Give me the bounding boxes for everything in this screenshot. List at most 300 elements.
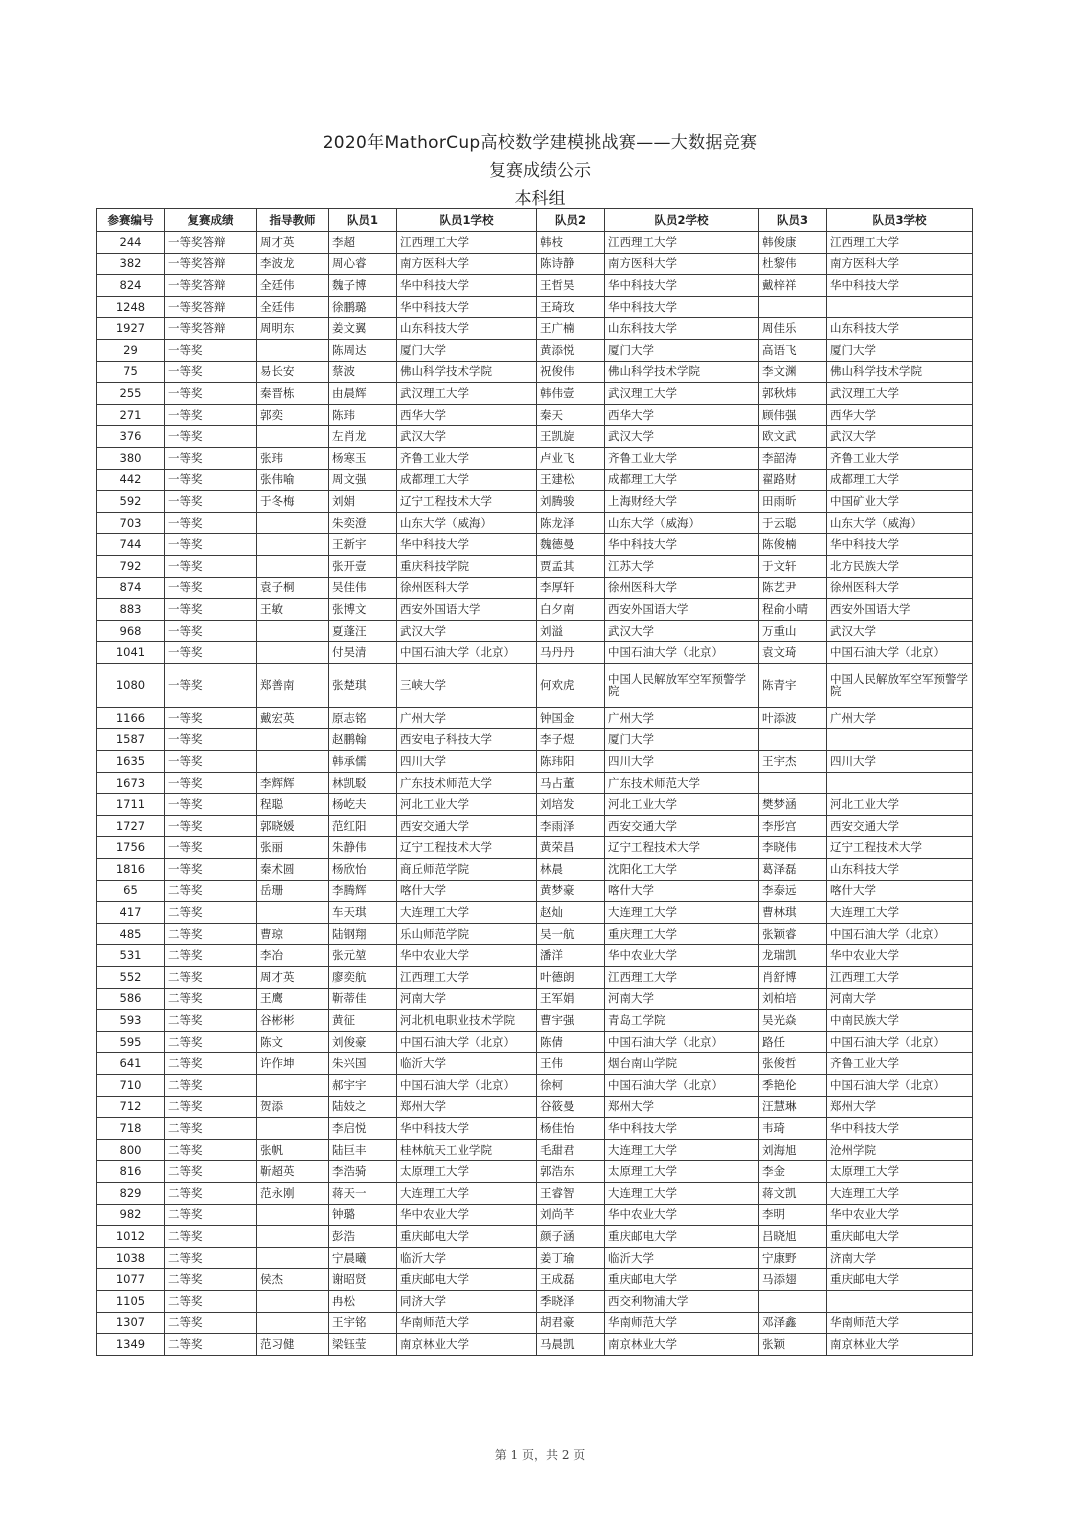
table-cell: 一等奖: [165, 512, 257, 534]
table-cell: 徐州医科大学: [827, 577, 973, 599]
table-cell: 703: [97, 512, 165, 534]
table-cell: 肖舒博: [759, 967, 827, 989]
table-cell: 西安电子科技大学: [397, 729, 537, 751]
table-cell: 广州大学: [397, 707, 537, 729]
table-row: [97, 1226, 973, 1248]
table-cell: 河南大学: [605, 988, 759, 1010]
table-cell: 一等奖答辩: [165, 253, 257, 275]
table-cell: 大连理工大学: [827, 902, 973, 924]
table-cell: 太原理工大学: [827, 1161, 973, 1183]
table-cell: 一等奖: [165, 642, 257, 664]
table-cell: 一等奖: [165, 815, 257, 837]
table-row: [97, 837, 973, 859]
table-cell: 范习健: [257, 1334, 329, 1356]
table-cell: 陈青宇: [759, 663, 827, 707]
table-cell: 杨寒玉: [329, 447, 397, 469]
table-cell: 王伟: [537, 1053, 605, 1075]
table-cell: 李金: [759, 1161, 827, 1183]
table-cell: 刘柏培: [759, 988, 827, 1010]
table-cell: 南京林业大学: [397, 1334, 537, 1356]
table-cell: 江西理工大学: [605, 232, 759, 254]
table-cell: 中国石油大学（北京）: [397, 1031, 537, 1053]
table-cell: 于云聪: [759, 512, 827, 534]
table-cell: 厦门大学: [605, 729, 759, 751]
table-cell: 王宇杰: [759, 751, 827, 773]
table-cell: 王凯旋: [537, 426, 605, 448]
table-cell: 谢昭贤: [329, 1269, 397, 1291]
table-cell: 山东大学（威海）: [397, 512, 537, 534]
header-cell: 队员2: [537, 209, 605, 232]
table-cell: 718: [97, 1118, 165, 1140]
table-cell: 华中科技大学: [827, 275, 973, 297]
table-cell: 重庆邮电大学: [397, 1269, 537, 1291]
table-cell: 辽宁工程技术大学: [397, 837, 537, 859]
table-cell: 中国石油大学（北京）: [397, 1074, 537, 1096]
table-cell: 临沂大学: [605, 1247, 759, 1269]
table-cell: [257, 751, 329, 773]
table-cell: 641: [97, 1053, 165, 1075]
table-cell: 一等奖: [165, 339, 257, 361]
table-cell: 二等奖: [165, 1290, 257, 1312]
table-cell: 二等奖: [165, 880, 257, 902]
table-cell: 钟璐: [329, 1204, 397, 1226]
table-cell: 谷彬彬: [257, 1010, 329, 1032]
table-row: [97, 1182, 973, 1204]
table-cell: 郝宇宇: [329, 1074, 397, 1096]
table-cell: 武汉大学: [827, 426, 973, 448]
table-cell: 武汉大学: [605, 426, 759, 448]
table-cell: 杜黎伟: [759, 253, 827, 275]
table-cell: 华中农业大学: [605, 1204, 759, 1226]
table-cell: 大连理工大学: [397, 1182, 537, 1204]
table-cell: 重庆邮电大学: [605, 1226, 759, 1248]
table-cell: 75: [97, 361, 165, 383]
table-cell: 二等奖: [165, 988, 257, 1010]
table-cell: 张俊哲: [759, 1053, 827, 1075]
table-cell: 王新宇: [329, 534, 397, 556]
table-cell: 李厚轩: [537, 577, 605, 599]
table-cell: 二等奖: [165, 923, 257, 945]
table-cell: 厦门大学: [397, 339, 537, 361]
table-cell: 佛山科学技术学院: [605, 361, 759, 383]
table-cell: 卢业飞: [537, 447, 605, 469]
table-cell: [257, 642, 329, 664]
table-cell: 一等奖: [165, 383, 257, 405]
table-cell: 杨欣怡: [329, 859, 397, 881]
table-cell: 华南师范大学: [605, 1312, 759, 1334]
table-cell: 翟路财: [759, 469, 827, 491]
table-cell: 712: [97, 1096, 165, 1118]
table-cell: 重庆邮电大学: [397, 1226, 537, 1248]
table-cell: 二等奖: [165, 1312, 257, 1334]
table-cell: 河北机电职业技术学院: [397, 1010, 537, 1032]
table-row: [97, 794, 973, 816]
table-cell: [827, 729, 973, 751]
table-row: [97, 1031, 973, 1053]
table-cell: 一等奖: [165, 555, 257, 577]
table-cell: 周心睿: [329, 253, 397, 275]
table-cell: 刘海旭: [759, 1139, 827, 1161]
table-cell: 重庆邮电大学: [605, 1269, 759, 1291]
table-cell: 周明东: [257, 318, 329, 340]
table-cell: 胡君豪: [537, 1312, 605, 1334]
table-row: [97, 555, 973, 577]
table-cell: 刘培发: [537, 794, 605, 816]
table-cell: 武汉大学: [827, 620, 973, 642]
table-row: [97, 923, 973, 945]
table-cell: 二等奖: [165, 1118, 257, 1140]
table-cell: 王广楠: [537, 318, 605, 340]
table-cell: 西安交通大学: [397, 815, 537, 837]
table-cell: 800: [97, 1139, 165, 1161]
table-cell: [257, 555, 329, 577]
table-cell: 祝俊伟: [537, 361, 605, 383]
table-cell: 中国石油大学（北京）: [827, 1074, 973, 1096]
header-cell: 队员1: [329, 209, 397, 232]
table-cell: 485: [97, 923, 165, 945]
table-row: [97, 275, 973, 297]
table-row: [97, 663, 973, 707]
table-cell: 376: [97, 426, 165, 448]
table-cell: 华中农业大学: [397, 1204, 537, 1226]
table-cell: 郭秋炜: [759, 383, 827, 405]
table-cell: [257, 512, 329, 534]
table-cell: 883: [97, 599, 165, 621]
table-cell: 王琦玫: [537, 296, 605, 318]
table-row: [97, 1269, 973, 1291]
table-cell: 白夕南: [537, 599, 605, 621]
table-cell: 顾伟强: [759, 404, 827, 426]
table-cell: 829: [97, 1182, 165, 1204]
table-cell: 姜文翼: [329, 318, 397, 340]
table-cell: 张颖: [759, 1334, 827, 1356]
table-cell: 1727: [97, 815, 165, 837]
table-cell: 陈周达: [329, 339, 397, 361]
table-cell: 968: [97, 620, 165, 642]
table-cell: 王宇铭: [329, 1312, 397, 1334]
table-cell: 大连理工大学: [605, 1139, 759, 1161]
table-cell: 付昊清: [329, 642, 397, 664]
table-cell: 1307: [97, 1312, 165, 1334]
table-cell: 南方医科大学: [397, 253, 537, 275]
table-cell: 重庆邮电大学: [827, 1226, 973, 1248]
table-cell: 李冶: [257, 945, 329, 967]
table-cell: 同济大学: [397, 1290, 537, 1312]
table-cell: 南方医科大学: [605, 253, 759, 275]
table-cell: 592: [97, 491, 165, 513]
table-cell: 范红阳: [329, 815, 397, 837]
table-row: [97, 1139, 973, 1161]
table-cell: 梁钰莹: [329, 1334, 397, 1356]
table-cell: 周才英: [257, 232, 329, 254]
table-cell: 一等奖: [165, 404, 257, 426]
table-cell: 周佳乐: [759, 318, 827, 340]
table-cell: 齐鲁工业大学: [827, 1053, 973, 1075]
table-cell: 易长安: [257, 361, 329, 383]
table-cell: 宁晨曦: [329, 1247, 397, 1269]
table-cell: 陈文: [257, 1031, 329, 1053]
table-cell: 杨佳怡: [537, 1118, 605, 1140]
table-cell: 龙瑞凯: [759, 945, 827, 967]
table-cell: 高语飞: [759, 339, 827, 361]
table-cell: 大连理工大学: [605, 902, 759, 924]
table-cell: 冉松: [329, 1290, 397, 1312]
table-cell: 喀什大学: [605, 880, 759, 902]
table-cell: 叶德朗: [537, 967, 605, 989]
table-cell: [257, 1290, 329, 1312]
table-cell: 一等奖: [165, 577, 257, 599]
table-cell: 西交利物浦大学: [605, 1290, 759, 1312]
table-row: [97, 253, 973, 275]
table-row: [97, 1118, 973, 1140]
table-cell: 二等奖: [165, 1053, 257, 1075]
table-cell: 华中科技大学: [827, 1118, 973, 1140]
table-cell: 秦晋栋: [257, 383, 329, 405]
table-cell: 马晨凯: [537, 1334, 605, 1356]
table-cell: 范永刚: [257, 1182, 329, 1204]
table-cell: 韩伟壹: [537, 383, 605, 405]
table-cell: 华中科技大学: [605, 534, 759, 556]
table-cell: 毛甜君: [537, 1139, 605, 1161]
table-cell: 刘尚芊: [537, 1204, 605, 1226]
table-cell: 颜子涵: [537, 1226, 605, 1248]
table-cell: 韩枝: [537, 232, 605, 254]
table-cell: 许作坤: [257, 1053, 329, 1075]
table-cell: 重庆邮电大学: [827, 1269, 973, 1291]
table-row: [97, 1010, 973, 1032]
table-cell: 路任: [759, 1031, 827, 1053]
table-cell: 戴宏英: [257, 707, 329, 729]
table-cell: 万重山: [759, 620, 827, 642]
table-row: [97, 447, 973, 469]
header-cell: 队员2学校: [605, 209, 759, 232]
table-cell: 刘娟: [329, 491, 397, 513]
table-cell: 重庆科技学院: [397, 555, 537, 577]
table-row: [97, 577, 973, 599]
table-cell: 吴光焱: [759, 1010, 827, 1032]
table-cell: 喀什大学: [827, 880, 973, 902]
table-cell: 华中科技大学: [397, 534, 537, 556]
table-cell: 季艳伦: [759, 1074, 827, 1096]
table-cell: 二等奖: [165, 1074, 257, 1096]
table-cell: 张开壹: [329, 555, 397, 577]
table-cell: [257, 339, 329, 361]
table-cell: 西华大学: [397, 404, 537, 426]
table-cell: 李晓伟: [759, 837, 827, 859]
group-label: 本科组: [514, 189, 566, 209]
header-cell: 队员3学校: [827, 209, 973, 232]
table-cell: 1105: [97, 1290, 165, 1312]
table-cell: 戴梓祥: [759, 275, 827, 297]
table-cell: 由晨辉: [329, 383, 397, 405]
table-cell: 382: [97, 253, 165, 275]
table-cell: 成都理工大学: [397, 469, 537, 491]
table-row: [97, 815, 973, 837]
table-cell: 上海财经大学: [605, 491, 759, 513]
table-cell: 中国石油大学（北京）: [397, 642, 537, 664]
table-cell: 张玮: [257, 447, 329, 469]
table-cell: 潘洋: [537, 945, 605, 967]
table-cell: 欧文武: [759, 426, 827, 448]
table-cell: 朱静伟: [329, 837, 397, 859]
table-cell: 李腾辉: [329, 880, 397, 902]
header-cell: 指导教师: [257, 209, 329, 232]
table-row: [97, 1204, 973, 1226]
table-cell: 中国石油大学（北京）: [605, 1031, 759, 1053]
table-cell: 烟台南山学院: [605, 1053, 759, 1075]
table-cell: 1349: [97, 1334, 165, 1356]
table-cell: 华中科技大学: [397, 1118, 537, 1140]
table-cell: 黄荣昌: [537, 837, 605, 859]
table-cell: 葛泽磊: [759, 859, 827, 881]
table-cell: 廖奕航: [329, 967, 397, 989]
table-cell: 成都理工大学: [605, 469, 759, 491]
table-cell: 陈倩: [537, 1031, 605, 1053]
table-cell: 二等奖: [165, 1247, 257, 1269]
table-cell: 李韶涛: [759, 447, 827, 469]
table-cell: 黄梦豪: [537, 880, 605, 902]
table-cell: 一等奖: [165, 729, 257, 751]
results-table: [96, 208, 973, 1356]
table-cell: 南京林业大学: [605, 1334, 759, 1356]
table-cell: 沈阳化工大学: [605, 859, 759, 881]
table-cell: 李波龙: [257, 253, 329, 275]
table-cell: 临沂大学: [397, 1053, 537, 1075]
table-cell: 李启悦: [329, 1118, 397, 1140]
table-row: [97, 361, 973, 383]
table-cell: 1673: [97, 772, 165, 794]
table-cell: 喀什大学: [397, 880, 537, 902]
table-cell: 744: [97, 534, 165, 556]
table-row: [97, 1161, 973, 1183]
table-cell: 244: [97, 232, 165, 254]
table-cell: 宁康野: [759, 1247, 827, 1269]
table-row: [97, 1290, 973, 1312]
table-cell: 袁文琦: [759, 642, 827, 664]
table-cell: 厦门大学: [827, 339, 973, 361]
table-row: [97, 729, 973, 751]
table-cell: 齐鲁工业大学: [605, 447, 759, 469]
table-cell: 李子煜: [537, 729, 605, 751]
table-cell: 中国石油大学（北京）: [827, 1031, 973, 1053]
table-row: [97, 902, 973, 924]
table-cell: 华中科技大学: [827, 534, 973, 556]
table-cell: 林凯駁: [329, 772, 397, 794]
table-cell: 田雨昕: [759, 491, 827, 513]
table-cell: 吴一航: [537, 923, 605, 945]
table-cell: 朱兴国: [329, 1053, 397, 1075]
page-footer: 第 1 页，共 2 页: [494, 1448, 586, 1462]
table-cell: 全廷伟: [257, 296, 329, 318]
table-cell: 武汉理工大学: [605, 383, 759, 405]
table-cell: 1012: [97, 1226, 165, 1248]
table-cell: 张丽: [257, 837, 329, 859]
table-cell: 左肖龙: [329, 426, 397, 448]
table-cell: 中国石油大学（北京）: [605, 1074, 759, 1096]
table-cell: 江西理工大学: [605, 967, 759, 989]
table-cell: 曹宇强: [537, 1010, 605, 1032]
table-cell: 江苏大学: [605, 555, 759, 577]
table-cell: 桂林航天工业学院: [397, 1139, 537, 1161]
table-cell: 赵鹏翰: [329, 729, 397, 751]
table-cell: 王哲昊: [537, 275, 605, 297]
table-cell: 曹林琪: [759, 902, 827, 924]
table-cell: 张伟喻: [257, 469, 329, 491]
table-cell: 济南大学: [827, 1247, 973, 1269]
table-cell: 二等奖: [165, 967, 257, 989]
table-cell: 二等奖: [165, 1139, 257, 1161]
table-cell: 824: [97, 275, 165, 297]
table-cell: 彭浩: [329, 1226, 397, 1248]
table-cell: 一等奖: [165, 599, 257, 621]
table-cell: 侯杰: [257, 1269, 329, 1291]
table-cell: 二等奖: [165, 1334, 257, 1356]
table-cell: [257, 1247, 329, 1269]
table-cell: 1635: [97, 751, 165, 773]
table-cell: 531: [97, 945, 165, 967]
table-cell: 张元堃: [329, 945, 397, 967]
table-cell: 西华大学: [605, 404, 759, 426]
table-cell: 中国矿业大学: [827, 491, 973, 513]
table-cell: 周才英: [257, 967, 329, 989]
table-cell: 徐柯: [537, 1074, 605, 1096]
table-cell: 武汉大学: [397, 426, 537, 448]
table-cell: [257, 729, 329, 751]
table-cell: 1041: [97, 642, 165, 664]
table-cell: 徐鹏璐: [329, 296, 397, 318]
table-cell: 李浩骑: [329, 1161, 397, 1183]
table-cell: 江西理工大学: [827, 967, 973, 989]
table-cell: 一等奖: [165, 447, 257, 469]
table-cell: 一等奖: [165, 772, 257, 794]
table-cell: 蔡波: [329, 361, 397, 383]
table-cell: 29: [97, 339, 165, 361]
table-cell: 王敏: [257, 599, 329, 621]
table-cell: 65: [97, 880, 165, 902]
table-cell: [827, 1290, 973, 1312]
table-cell: 山东科技大学: [827, 859, 973, 881]
table-cell: 刘俊豪: [329, 1031, 397, 1053]
table-cell: 陆巨丰: [329, 1139, 397, 1161]
table-row: [97, 751, 973, 773]
table-row: [97, 988, 973, 1010]
table-cell: 李明: [759, 1204, 827, 1226]
table-cell: 武汉理工大学: [397, 383, 537, 405]
table-cell: 西安外国语大学: [397, 599, 537, 621]
table-cell: 赵灿: [537, 902, 605, 924]
table-cell: 马添翅: [759, 1269, 827, 1291]
table-row: [97, 599, 973, 621]
table-cell: 1077: [97, 1269, 165, 1291]
table-cell: 魏德曼: [537, 534, 605, 556]
page-subtitle: 复赛成绩公示: [489, 161, 591, 181]
table-cell: 陈龙泽: [537, 512, 605, 534]
table-row: [97, 642, 973, 664]
table-body: [97, 232, 973, 1356]
table-cell: 二等奖: [165, 1161, 257, 1183]
table-cell: 周文强: [329, 469, 397, 491]
table-cell: 二等奖: [165, 945, 257, 967]
table-cell: 广州大学: [827, 707, 973, 729]
table-cell: 华中科技大学: [605, 296, 759, 318]
table-cell: 中国石油大学（北京）: [605, 642, 759, 664]
table-cell: 一等奖: [165, 426, 257, 448]
table-cell: 樊梦涵: [759, 794, 827, 816]
table-cell: 秦天: [537, 404, 605, 426]
table-cell: 417: [97, 902, 165, 924]
table-cell: 255: [97, 383, 165, 405]
table-cell: [257, 534, 329, 556]
